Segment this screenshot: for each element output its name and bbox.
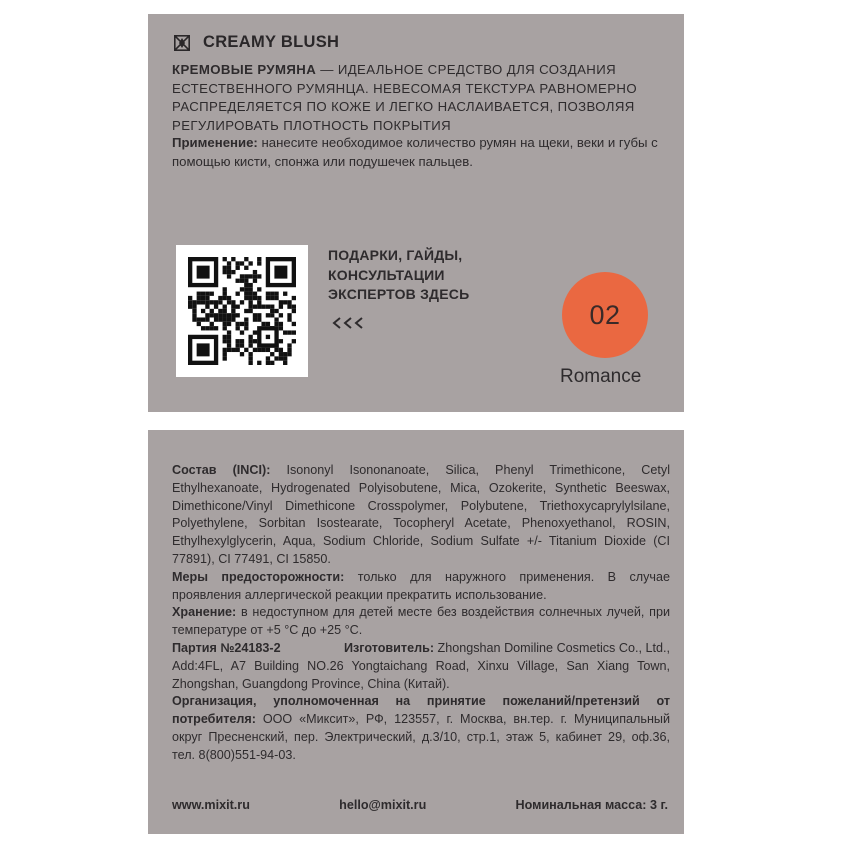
description-lead: КРЕМОВЫЕ РУМЯНА bbox=[172, 62, 317, 77]
qr-code-icon bbox=[188, 257, 296, 365]
precautions bbox=[172, 569, 670, 605]
front-label-panel bbox=[148, 14, 684, 412]
product-title: CREAMY BLUSH bbox=[203, 33, 340, 51]
manufacturer bbox=[172, 640, 670, 693]
precautions-label: Меры предосторожности: bbox=[172, 569, 345, 584]
email-link[interactable]: hello@mixit.ru bbox=[339, 798, 427, 812]
organization-label: Организация, уполномоченная на принятие пожеланий/претензий от потребителя: bbox=[172, 694, 670, 727]
description-text: — ИДЕАЛЬНОЕ СРЕДСТВО ДЛЯ СОЗДАНИЯ ЕСТЕСТВЕННОГО РУМЯНЦА. НЕВЕСОМАЯ ТЕКСТУРА РАВНОМЕРНО РАСПРЕДЕЛЯЕТСЯ ПО КОЖЕ И ЛЕГКО НАСЛАИВАЕТСЯ, ПОЗВОЛЯЯ РЕГУЛИРОВАТЬ ПЛОТНОСТЬ ПОКРЫТИЯ bbox=[172, 62, 637, 133]
usage-label: Применение: bbox=[172, 135, 258, 150]
ingredients-label: Состав (INCI): bbox=[172, 463, 271, 477]
arrow-left-icon bbox=[332, 316, 370, 330]
storage-text: в недоступном для детей месте без воздействия солнечных лучей, при температуре от +5 °С до +25 °С. bbox=[172, 605, 670, 638]
usage-text: нанесите необходимое количество румян на щеки, веки и губы с помощью кисти, спонжа или подушечек пальцев. bbox=[172, 135, 658, 169]
footer bbox=[172, 798, 668, 812]
claims-organization bbox=[172, 693, 670, 764]
website-link[interactable]: www.mixit.ru bbox=[172, 798, 250, 812]
promo-line-2: КОНСУЛЬТАЦИИ bbox=[328, 266, 445, 283]
shade-name: Romance bbox=[560, 366, 642, 387]
ingredients bbox=[172, 462, 670, 569]
usage-instructions bbox=[172, 134, 677, 171]
manufacturer-label: Изготовитель: bbox=[343, 640, 435, 655]
promo-line-3: ЭКСПЕРТОВ ЗДЕСЬ bbox=[328, 286, 470, 302]
shade-number: 02 bbox=[589, 299, 621, 330]
qr-code[interactable] bbox=[176, 245, 308, 377]
composition-block bbox=[172, 462, 670, 765]
storage bbox=[172, 604, 670, 640]
organization-text: ООО «Миксит», РФ, 123557, г. Москва, вн.тер. г. Муниципальный округ Пресненский, пер. Электрический, д.3/10, стр.1, этаж 5, кабинет 29, оф.36, тел. 8(800)551-94-03. bbox=[172, 712, 670, 762]
promo-line-1: ПОДАРКИ, ГАЙДЫ, bbox=[328, 247, 463, 263]
shade-badge bbox=[562, 272, 648, 358]
manufacturer-text: Zhongshan Domiline Cosmetics Co., Ltd., Add:4FL, A7 Building NO.26 Yongtaichang Road, Xinxu Village, San Xiang Town, Zhongshan, Guangdong Province, China (Китай). bbox=[172, 640, 670, 691]
precautions-text: только для наружного применения. В случае проявления аллергической реакции прекратить использование. bbox=[172, 569, 671, 602]
product-description bbox=[172, 61, 672, 135]
brand-row bbox=[174, 33, 339, 52]
storage-label: Хранение: bbox=[172, 605, 237, 620]
ingredients-text: Isononyl Isononanoate, Silica, Phenyl Trimethicone, Cetyl Ethylhexanoate, Hydrogenated Polyisobutene, Mica, Ozokerite, Synthetic Beeswax, Dimethicone/Vinyl Dimethicone Crosspolymer, Polybutene, Triethoxycaprylylsilane, Polyethylene, Sorbitan Isostearate, Tocopheryl Acetate, Phenoxyethanol, ROSIN, Ethylhexylglycerin, Aqua, Sodium Chloride, Sodium Sulfate +/- Titanium Dioxide (CI 77891), CI 77491, CI 15850. bbox=[172, 463, 670, 566]
batch-number: Партия №24183-2 bbox=[172, 640, 281, 655]
net-weight: Номинальная масса: 3 г. bbox=[515, 798, 668, 812]
mixit-logo-icon bbox=[174, 35, 190, 51]
back-label-panel bbox=[148, 430, 684, 834]
promo-text bbox=[328, 246, 528, 305]
